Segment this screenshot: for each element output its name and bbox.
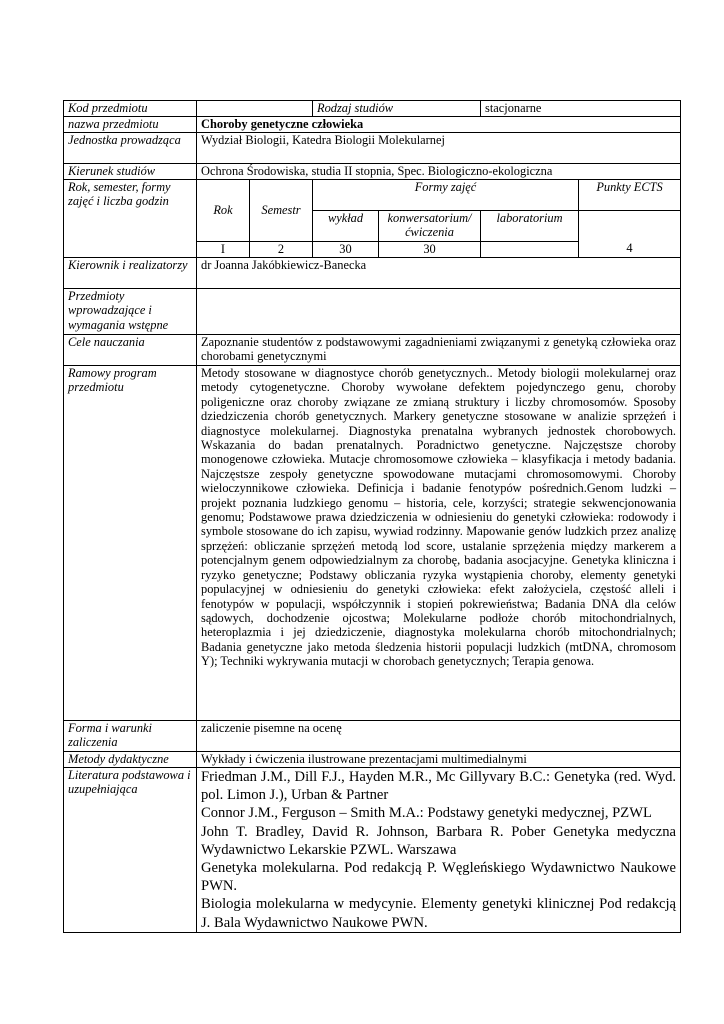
value-kierunek: Ochrona Środowiska, studia II stopnia, Spec. Biologiczno-ekologiczna (197, 164, 681, 180)
header-wyklad: wykład (313, 211, 379, 242)
value-kierownik: dr Joanna Jakóbkiewicz-Banecka (197, 258, 681, 289)
row-forma (64, 721, 681, 752)
value-ramowy-program: Metody stosowane w diagnostyce chorób genetycznych.. Metody biologii molekularnej oraz metody cytogenetyczne. Choroby wywołane defektem pojedynczego genu, choroby poligeniczne oraz choroby związane ze zmianą struktury i liczby chromosomów. Sposoby dziedziczenia chorób genetycznych. Markery genetyczne stosowane w analizie sprzężeń i diagnostyce molekularnej. Diagnostyka prenatalna wybranych jednostek chorobowych. Wskazania do badan prenatalnych. Poradnictwo genetyczne. Najczęstsze choroby monogenowe człowieka. Mutacje chromosomowe człowieka – klasyfikacja i metody badania. Najczęstsze zespoły genetyczne spowodowane mutacjami chromosomowymi. Choroby wieloczynnikowe człowieka. Definicja i badanie fenotypów pośrednich.Genom ludzki – projekt poznania ludzkiego genomu – historia, cele, korzyści; strategie sekwencjonowania genomu; Podstawowe prawa dziedziczenia w odniesieniu do genetyki człowieka: rodowody i symbole stosowane do ich zapisu, wywiad rodzinny. Mapowanie genów ludzkich przez analizę sprzężeń: obliczanie sprzężeń metodą lod score, ustalanie sprzężenia między markerem a potencjalnym genem odpowiedzialnym za chorobę, badania asocjacyjne. Genetyka kliniczna i ryzyko genetyczne; Podstawy obliczania ryzyka wystąpienia choroby, elementy genetyki populacyjnej w odniesieniu do genetyki człowieka: efekt założyciela, częstość alleli i fenotypów w populacji, współczynnik i stopień pokrewieństwa; Badania DNA dla celów sądowych, dochodzenie ojcostwa; Molekularne podłoże chorób mitochondrialnych, heteroplazmia i jej dziedziczenie, diagnostyka molekularna chorób mitochondrialnych; Badania genetyczne jako metoda śledzenia historii populacji ludzkich (mtDNA, chromosom Y); Techniki wykrywania mutacji w chorobach genetycznych; Terapia genowa. (197, 366, 681, 721)
row-cele (64, 335, 681, 366)
value-rok: I (197, 242, 250, 258)
header-konwersatorium: konwersatorium/ ćwiczenia (379, 211, 481, 242)
label-forma-zaliczenia: Forma i warunki zaliczenia (64, 721, 197, 752)
label-kierownik: Kierownik i realizatorzy (64, 258, 197, 289)
value-cele-nauczania: Zapoznanie studentów z podstawowymi zagadnieniami związanymi z genetyką człowieka oraz chorobami genetycznymi (197, 335, 681, 366)
row-program (64, 366, 681, 721)
value-forma-zaliczenia: zaliczenie pisemne na ocenę (197, 721, 681, 752)
literatura-item: Connor J.M., Ferguson – Smith M.A.: Podstawy genetyki medycznej, PZWL (201, 805, 652, 822)
row-nazwa (64, 117, 681, 133)
label-metody-dydaktyczne: Metody dydaktyczne (64, 752, 197, 768)
value-konwersatorium: 30 (379, 242, 481, 258)
row-jednostka (64, 133, 681, 164)
header-semestr: Semestr (250, 180, 313, 242)
literatura-item: Friedman J.M., Dill F.J., Hayden M.R., Mc Gillyvary B.C.: Genetyka (red. Wyd. pol. Limon J.), Urban & Partner (201, 769, 677, 804)
label-kod-przedmiotu: Kod przedmiotu (64, 101, 197, 117)
row-kod (64, 101, 681, 117)
value-przedmioty-wprowadzajace (197, 289, 681, 335)
value-kod-przedmiotu (197, 101, 313, 117)
row-literatura (64, 768, 681, 933)
label-nazwa-przedmiotu: nazwa przedmiotu (64, 117, 197, 133)
label-rok-semester: Rok, semester, formy zajęć i liczba godzin (64, 180, 197, 258)
label-cele-nauczania: Cele nauczania (64, 335, 197, 366)
value-rodzaj-studiow: stacjonarne (481, 101, 681, 117)
header-punkty-ects: Punkty ECTS (579, 180, 681, 211)
value-semestr: 2 (250, 242, 313, 258)
row-rok-sem-head (64, 180, 681, 211)
header-formy-zajec: Formy zajęć (313, 180, 579, 211)
literatura-list (197, 768, 681, 933)
value-laboratorium (481, 242, 579, 258)
row-metody (64, 752, 681, 768)
row-przedmioty (64, 289, 681, 335)
header-laboratorium: laboratorium (481, 211, 579, 242)
literatura-item: Biologia molekularna w medycynie. Elementy genetyki klinicznej Pod redakcją J. Bala Wydawnictwo Naukowe PWN. (201, 896, 677, 931)
value-ects: 4 (579, 211, 681, 258)
label-jednostka: Jednostka prowadząca (64, 133, 197, 164)
value-nazwa-przedmiotu: Choroby genetyczne człowieka (197, 117, 681, 133)
value-metody-dydaktyczne: Wykłady i ćwiczenia ilustrowane prezentacjami multimedialnymi (197, 752, 681, 768)
label-ramowy-program: Ramowy program przedmiotu (64, 366, 197, 721)
syllabus-table (63, 100, 681, 933)
value-jednostka: Wydział Biologii, Katedra Biologii Molekularnej (197, 133, 681, 164)
value-wyklad: 30 (313, 242, 379, 258)
label-literatura: Literatura podstawowa i uzupełniająca (64, 768, 197, 933)
label-rodzaj-studiow: Rodzaj studiów (313, 101, 481, 117)
header-rok: Rok (197, 180, 250, 242)
literatura-item: John T. Bradley, David R. Johnson, Barbara R. Pober Genetyka medyczna Wydawnictwo Lekarskie PZWL. Warszawa (201, 823, 677, 858)
label-kierunek: Kierunek studiów (64, 164, 197, 180)
label-przedmioty-wprowadzajace: Przedmioty wprowadzające i wymagania wstępne (64, 289, 197, 335)
literatura-item: Genetyka molekularna. Pod redakcją P. Węgleńskiego Wydawnictwo Naukowe PWN. (201, 860, 677, 895)
row-kierownik (64, 258, 681, 289)
row-kierunek (64, 164, 681, 180)
